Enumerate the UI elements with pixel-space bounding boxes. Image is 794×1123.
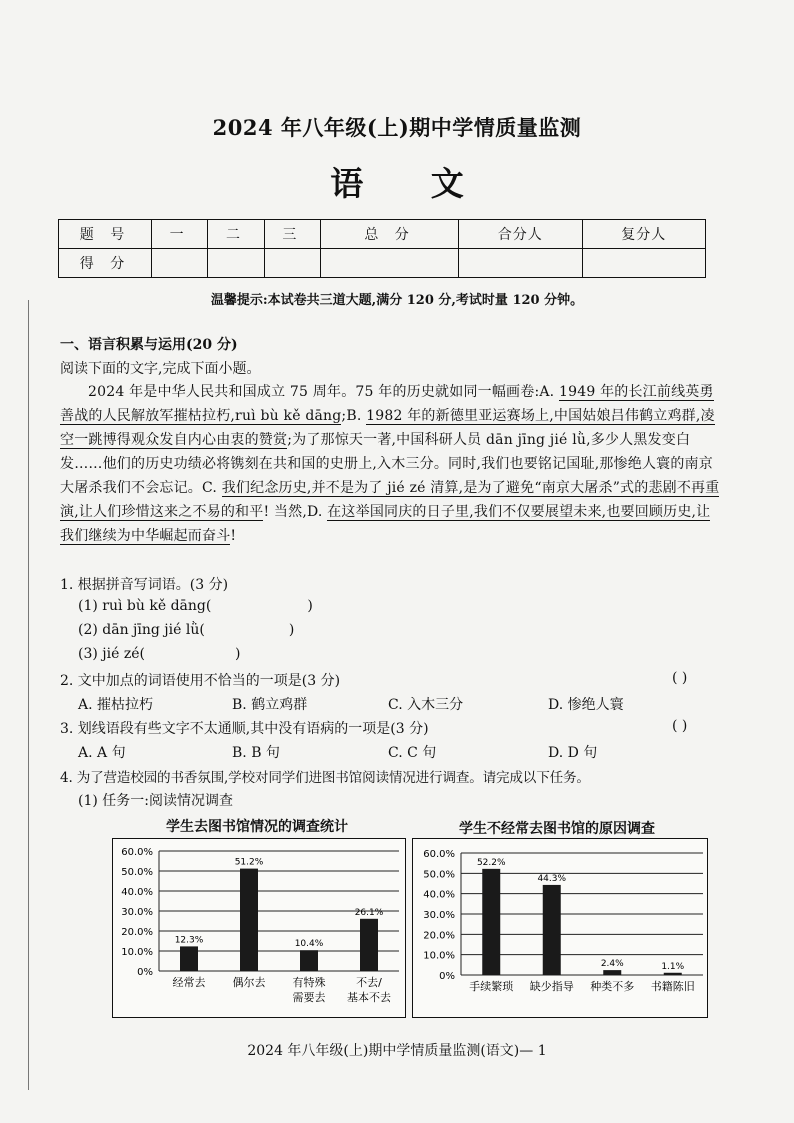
exam-tip: 温馨提示:本试卷共三道大题,满分 120 分,考试时量 120 分钟。 [210, 293, 584, 308]
score-cell-q3: 三 [264, 220, 320, 249]
score-table-header-row [59, 220, 706, 249]
sentence-c-underlined: 我们纪念历史,并不是为了 jié zé 清算,是为了避免“南京大屠杀”式的悲剧不再重演,让人们珍惜这来之不易的和平 [60, 480, 720, 520]
chart1-category-label: 不去/ [356, 976, 382, 989]
chart1-ytick-label: 10.0% [121, 947, 153, 958]
score-cell-q2: 二 [208, 220, 264, 249]
q3-option-a[interactable]: A. A 句 [78, 745, 126, 761]
chart2-category-label: 手续繁琐 [469, 980, 514, 993]
q4-stem: 4. 为了营造校园的书香氛围,学校对同学们进图书馆阅读情况进行调查。请完成以下任务。 [60, 770, 590, 786]
chart2-category-label: 缺少指导 [529, 980, 574, 993]
chart2-ytick-label: 60.0% [423, 849, 455, 860]
chart2-bar [603, 970, 621, 975]
score-input-combiner[interactable] [459, 249, 582, 278]
chart2-ytick-label: 30.0% [423, 910, 455, 921]
chart2-bar [543, 885, 561, 975]
chart2-ytick-label: 40.0% [423, 889, 455, 901]
score-cell-combiner: 合分人 [459, 220, 582, 249]
q3-option-d[interactable]: D. D 句 [548, 745, 598, 761]
score-table-score-row [59, 249, 706, 278]
exam-title: 2024 年八年级(上)期中学情质量监测 [212, 115, 582, 140]
q1-item-2-close: ) [288, 622, 295, 638]
score-cell-q1: 一 [152, 220, 208, 249]
q3-option-b[interactable]: B. B 句 [232, 745, 280, 761]
q1-item-1-text: (1) ruì bù kě dāng( [78, 598, 212, 614]
score-input-reviewer[interactable] [582, 249, 705, 278]
chart1-ytick-label: 60.0% [121, 847, 153, 858]
chart1-ytick-label: 50.0% [121, 867, 153, 878]
q3-answer-paren[interactable]: ( ) [672, 718, 688, 734]
q1-item-2-text: (2) dān jīng jié lǜ( [78, 622, 205, 638]
q2-option-b[interactable]: B. 鹤立鸡群 [232, 697, 308, 713]
passage-text-3: ;为了那惊天一著,中国科研人员 dān jīng jié lǜ,多少人黑发变白发……他们的历史功绩必将镌刻在共和国的史册上,入木三分。同时,我们也要铭记国耻,那惨绝人寰的南京大屠杀我们不会忘记。C. [60, 432, 713, 496]
score-row-label: 得 分 [59, 249, 152, 278]
chart2-ytick-label: 20.0% [423, 930, 455, 942]
chart1-data-label: 10.4% [294, 939, 324, 950]
chart1-box [112, 838, 406, 1018]
chart2-data-label: 1.1% [661, 961, 685, 972]
score-cell-label: 题 号 [59, 220, 152, 249]
score-input-q3[interactable] [264, 249, 320, 278]
q2-option-a[interactable]: A. 摧枯拉朽 [78, 697, 154, 713]
section1-instruction: 阅读下面的文字,完成下面小题。 [60, 361, 261, 377]
score-cell-reviewer: 复分人 [582, 220, 705, 249]
q1-item-1-close: ) [307, 598, 313, 614]
chart2-ytick-label: 50.0% [423, 869, 455, 881]
chart1-category-label: 偶尔去 [232, 976, 266, 989]
chart2-bar [664, 973, 682, 975]
chart2-category-label: 书籍陈旧 [650, 980, 695, 993]
chart1-bar [240, 869, 258, 971]
chart1-category-label: 需要去 [292, 991, 326, 1004]
chart1-data-label: 51.2% [234, 857, 264, 868]
chart2-ytick-label: 0% [439, 971, 455, 982]
score-input-q2[interactable] [208, 249, 264, 278]
chart1-svg [113, 839, 405, 1017]
q3-stem: 3. 划线语段有些文字不太通顺,其中没有语病的一项是(3 分) [60, 721, 429, 737]
sentence-d-underlined: 在这举国同庆的日子里,我们不仅要展望未来,也要回顾历史,让我们继续为中华崛起而奋斗 [60, 504, 711, 544]
chart1-title: 学生去图书馆情况的调查统计 [166, 819, 348, 835]
score-cell-total: 总 分 [321, 220, 459, 249]
chart1-bar [360, 919, 378, 971]
score-input-q1[interactable] [152, 249, 208, 278]
chart2-ytick-label: 10.0% [423, 950, 455, 962]
chart1-category-label: 有特殊 [292, 976, 326, 989]
q1-item-3 [78, 646, 240, 662]
q1-item-3-text: (3) jié zé( [78, 646, 145, 662]
score-input-total[interactable] [321, 249, 459, 278]
passage-text-4: ! 当然,D. [263, 504, 328, 520]
page-footer: 2024 年八年级(上)期中学情质量监测(语文)— 1 [247, 1043, 547, 1059]
chart1-ytick-label: 40.0% [121, 887, 153, 898]
chart1-bar [180, 946, 198, 971]
q1-item-1 [78, 598, 313, 614]
chart2-bar [482, 869, 500, 975]
chart2-box [412, 838, 708, 1018]
chart2-svg [413, 839, 707, 1017]
chart1-bar [300, 950, 318, 971]
subject-title: 语 文 [330, 164, 492, 203]
passage-paragraph [60, 380, 722, 548]
q2-option-c[interactable]: C. 入木三分 [388, 697, 464, 713]
chart1-data-label: 26.1% [354, 907, 384, 918]
chart1-data-label: 12.3% [174, 935, 204, 946]
q1-item-3-close: ) [234, 646, 241, 662]
sentence-b-underlined: 1982 年的新德里亚运赛场上,中国姑娘吕伟鹤立鸡群,凌空一跳博得观众发自内心由衷的赞赏 [60, 408, 715, 448]
passage-text-1: 2024 年是中华人民共和国成立 75 周年。75 年的历史就如同一幅画卷:A. [88, 384, 559, 400]
chart2-title: 学生不经常去图书馆的原因调查 [459, 821, 655, 837]
q2-answer-paren[interactable]: ( ) [672, 670, 688, 686]
passage-text-2: ;B. [341, 408, 367, 424]
sentence-a-underlined: 1949 年的长江前线英勇善战的人民解放军摧枯拉朽,ruì bù kě dāng [60, 384, 714, 424]
q2-option-d[interactable]: D. 惨绝人寰 [548, 697, 624, 713]
chart1-ytick-label: 0% [137, 967, 153, 978]
q2-stem: 2. 文中加点的词语使用不恰当的一项是(3 分) [60, 673, 341, 689]
chart2-data-label: 2.4% [600, 959, 624, 970]
passage-text-5: ! [230, 528, 237, 544]
chart1-ytick-label: 30.0% [121, 907, 153, 918]
q4-task1: (1) 任务一:阅读情况调查 [78, 793, 233, 809]
passage [60, 380, 722, 548]
chart2-category-label: 种类不多 [590, 980, 635, 993]
q3-option-c[interactable]: C. C 句 [388, 745, 437, 761]
score-table [58, 219, 706, 278]
q1-item-2 [78, 622, 294, 638]
chart2-data-label: 44.3% [537, 873, 567, 884]
chart2-data-label: 52.2% [476, 857, 506, 868]
binding-margin-line [28, 300, 29, 1090]
chart1-category-label: 基本不去 [347, 991, 391, 1004]
chart1-category-label: 经常去 [172, 976, 206, 989]
section1-heading: 一、语言积累与运用(20 分) [60, 337, 238, 353]
chart1-ytick-label: 20.0% [121, 927, 153, 938]
q1-stem: 1. 根据拼音写词语。(3 分) [60, 577, 229, 593]
